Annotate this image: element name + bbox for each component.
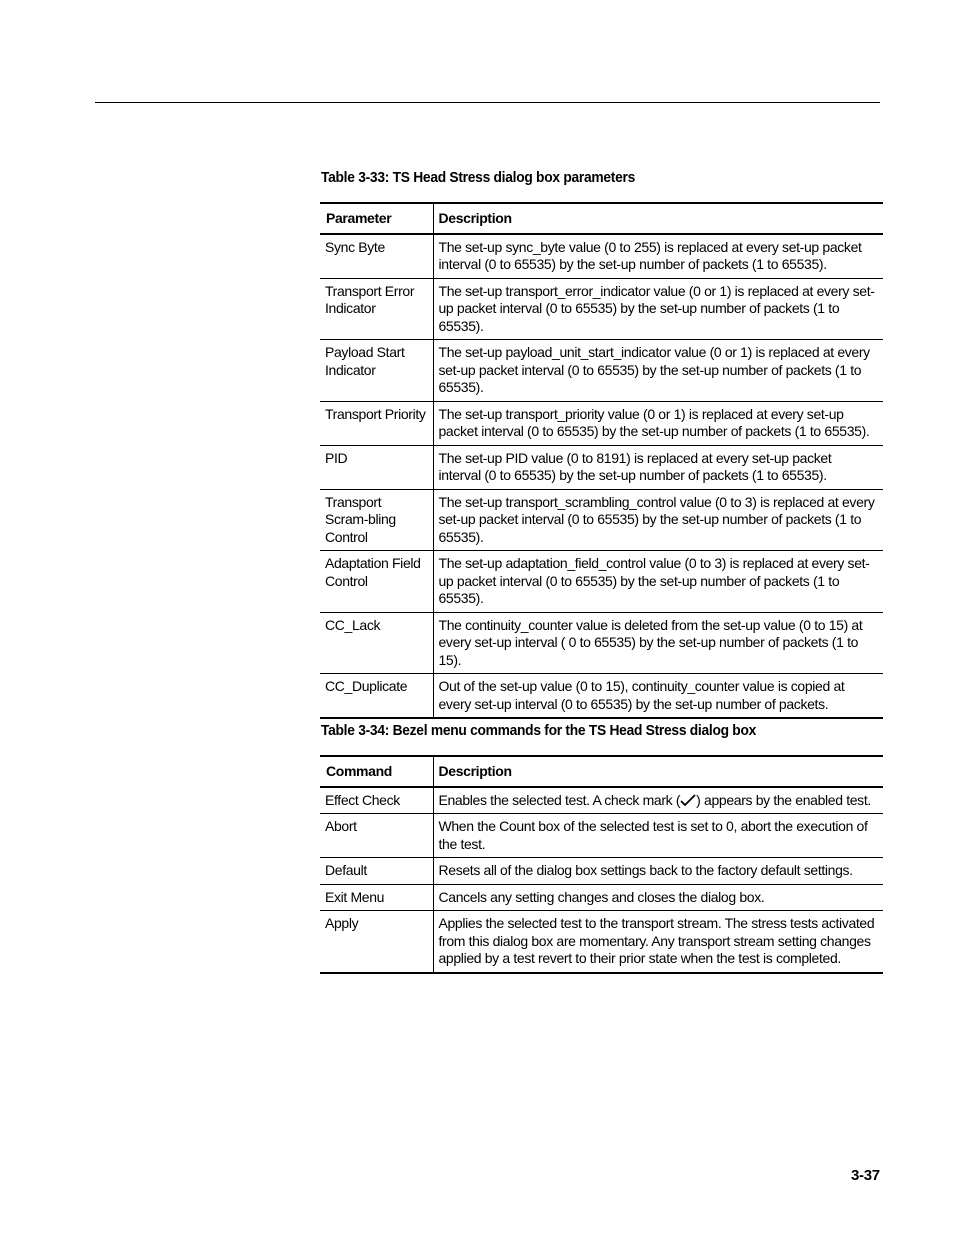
description-cell: Applies the selected test to the transport stream. The stress tests activated from this dialog box are momentary. Any transport stream setting changes applied by a test revert to their prior state when the test is completed. [433,911,883,973]
column-header-description: Description [433,203,883,234]
description-text-before: Enables the selected test. A check mark ( [438,791,681,808]
parameters-table [320,202,883,719]
parameter-cell: Transport Scram-bling Control [320,489,433,551]
column-header-description: Description [433,756,883,787]
description-cell [433,787,883,814]
description-cell: The set-up transport_error_indicator value (0 or 1) is replaced at every set-up packet interval (0 to 65535) by the set-up number of packets (1 to 65535). [433,278,883,340]
table-row [320,445,883,489]
description-cell: Out of the set-up value (0 to 15), continuity_counter value is copied at every set-up interval (0 to 65535) by the set-up number of packets. [433,674,883,719]
table-row [320,911,883,973]
parameter-cell: CC_Duplicate [320,674,433,719]
description-cell: When the Count box of the selected test is set to 0, abort the execution of the test. [433,814,883,858]
column-header-command: Command [320,756,433,787]
description-text-after: ) appears by the enabled test. [696,791,871,808]
header-rule [95,102,880,103]
table-header-row [320,756,883,787]
command-cell: Exit Menu [320,884,433,911]
table-caption: Table 3-34: Bezel menu commands for the TS Head Stress dialog box [321,722,757,739]
table-row [320,278,883,340]
description-cell: Cancels any setting changes and closes the dialog box. [433,884,883,911]
description-cell: The set-up transport_priority value (0 or 1) is replaced at every set-up packet interval (0 to 65535) by the set-up number of packets (1 to 65535). [433,401,883,445]
table-row [320,340,883,402]
command-cell: Default [320,858,433,885]
table-row [320,489,883,551]
parameter-cell: Sync Byte [320,234,433,279]
bezel-commands-table [320,755,883,974]
parameter-cell: Payload Start Indicator [320,340,433,402]
description-cell: Resets all of the dialog box settings back to the factory default settings. [433,858,883,885]
parameter-cell: CC_Lack [320,612,433,674]
table-row [320,551,883,613]
table-caption: Table 3-33: TS Head Stress dialog box parameters [321,169,635,186]
table-row [320,814,883,858]
table-row [320,858,883,885]
table-header-row [320,203,883,234]
parameter-cell: Adaptation Field Control [320,551,433,613]
parameter-cell: PID [320,445,433,489]
parameter-cell: Transport Priority [320,401,433,445]
table-row [320,234,883,279]
description-cell: The set-up PID value (0 to 8191) is replaced at every set-up packet interval (0 to 65535) by the set-up number of packets (1 to 65535). [433,445,883,489]
table-row [320,674,883,719]
description-cell: The set-up adaptation_field_control value (0 to 3) is replaced at every set-up packet interval (0 to 65535) by the set-up number of packets (1 to 65535). [433,551,883,613]
description-cell: The set-up transport_scrambling_control value (0 to 3) is replaced at every set-up packet interval (0 to 65535) by the set-up number of packets (1 to 65535). [433,489,883,551]
table-row [320,787,883,814]
command-cell: Abort [320,814,433,858]
command-cell: Apply [320,911,433,973]
page-number: 3-37 [851,1167,880,1184]
column-header-parameter: Parameter [320,203,433,234]
checkmark-icon [680,794,696,806]
description-cell: The set-up payload_unit_start_indicator value (0 or 1) is replaced at every set-up packet interval (0 to 65535) by the set-up number of packets (1 to 65535). [433,340,883,402]
description-cell: The continuity_counter value is deleted from the set-up value (0 to 15) at every set-up interval ( 0 to 65535) by the set-up number of packets (1 to 15). [433,612,883,674]
table-row [320,884,883,911]
description-cell: The set-up sync_byte value (0 to 255) is replaced at every set-up packet interval (0 to 65535) by the set-up number of packets (1 to 65535). [433,234,883,279]
table-row [320,612,883,674]
parameter-cell: Transport Error Indicator [320,278,433,340]
command-cell: Effect Check [320,787,433,814]
table-row [320,401,883,445]
